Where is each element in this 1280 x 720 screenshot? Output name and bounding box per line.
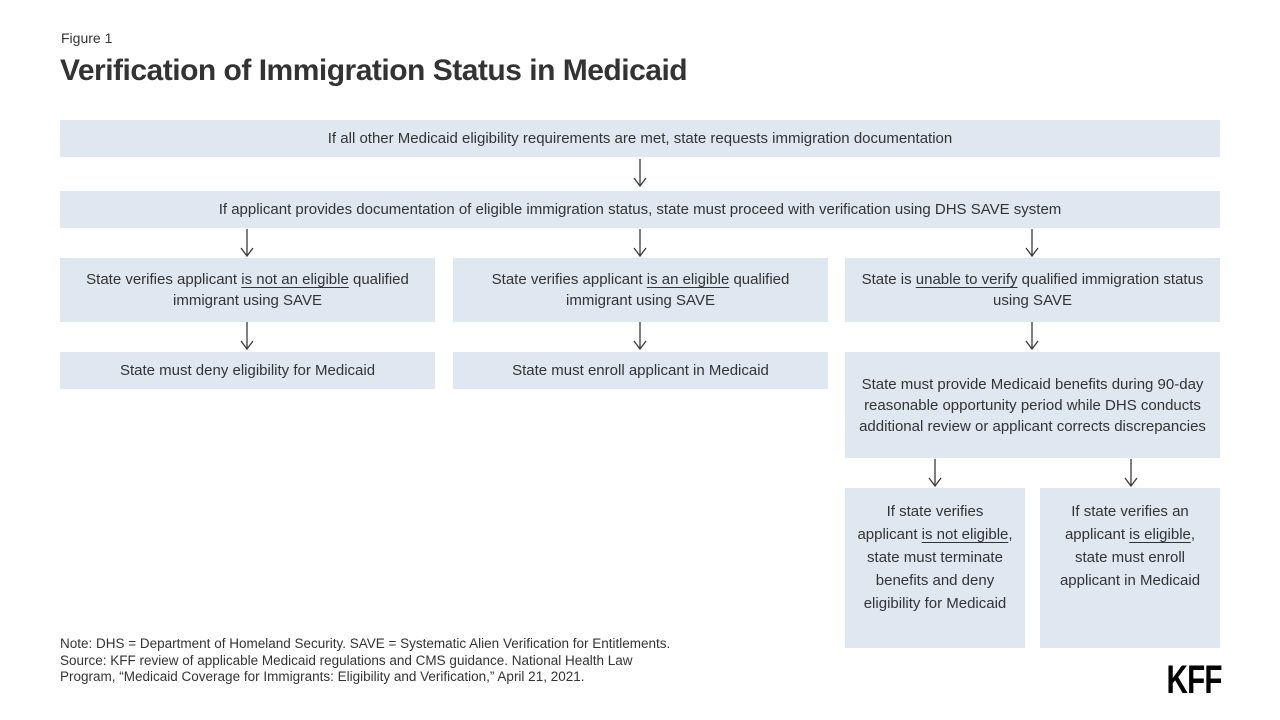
- flow-box-branch-eligible: [453, 258, 828, 322]
- down-arrow-icon: [632, 322, 648, 350]
- flow-box-text: If state verifies an applicant is eligible, state must enroll applicant in Medicaid: [1059, 503, 1201, 589]
- down-arrow-icon: [1024, 322, 1040, 350]
- page-title: Verification of Immigration Status in Medicaid: [60, 54, 688, 87]
- flow-box-branch-unable-to-verify: [845, 258, 1220, 322]
- source-note: [60, 636, 750, 686]
- flow-box-text: State must enroll applicant in Medicaid: [512, 362, 769, 379]
- flow-box-text: If applicant provides documentation of eligible immigration status, state must proceed with verification using DHS SAVE system: [218, 201, 1062, 218]
- flow-box-text: State verifies applicant is an eligible qualified immigrant using SAVE: [491, 271, 790, 309]
- down-arrow-icon: [1123, 459, 1139, 487]
- down-arrow-icon: [632, 229, 648, 257]
- flow-box-text: State is unable to verify qualified immigration status using SAVE: [861, 271, 1204, 309]
- down-arrow-icon: [239, 322, 255, 350]
- flow-box-text: State must provide Medicaid benefits during 90-day reasonable opportunity period while DHS conducts additional review or applicant corrects discrepancies: [859, 375, 1206, 435]
- down-arrow-icon: [927, 459, 943, 487]
- note-line: Note: DHS = Department of Homeland Security. SAVE = Systematic Alien Verification for Entitlements.: [60, 636, 671, 651]
- flow-box-text: State must deny eligibility for Medicaid: [119, 362, 376, 379]
- flow-box-reasonable-opportunity-period: [845, 352, 1220, 458]
- figure-label: Figure 1: [61, 30, 113, 46]
- note-line: Source: KFF review of applicable Medicaid regulations and CMS guidance. National Health Law: [60, 652, 633, 668]
- flow-box-deny-eligibility: [60, 352, 435, 389]
- flow-box-request-documentation: [60, 120, 1220, 157]
- flow-box-branch-not-eligible: [60, 258, 435, 322]
- flow-box-enroll-applicant: [453, 352, 828, 389]
- flow-box-final-enroll: [1040, 488, 1220, 648]
- down-arrow-icon: [239, 229, 255, 257]
- flow-box-text: State verifies applicant is not an eligible qualified immigrant using SAVE: [86, 271, 409, 309]
- flow-box-text: If state verifies applicant is not eligible, state must terminate benefits and deny eligibility for Medicaid: [857, 503, 1013, 612]
- flow-box-save-verification: [60, 191, 1220, 228]
- flow-box-terminate-benefits: [845, 488, 1025, 648]
- down-arrow-icon: [1024, 229, 1040, 257]
- flow-box-text: If all other Medicaid eligibility requirements are met, state requests immigration documentation: [327, 130, 953, 147]
- note-line: Program, “Medicaid Coverage for Immigrants: Eligibility and Verification,” April 21, 2021.: [60, 669, 585, 684]
- down-arrow-icon: [632, 159, 648, 187]
- kff-logo: KFF: [1166, 658, 1222, 702]
